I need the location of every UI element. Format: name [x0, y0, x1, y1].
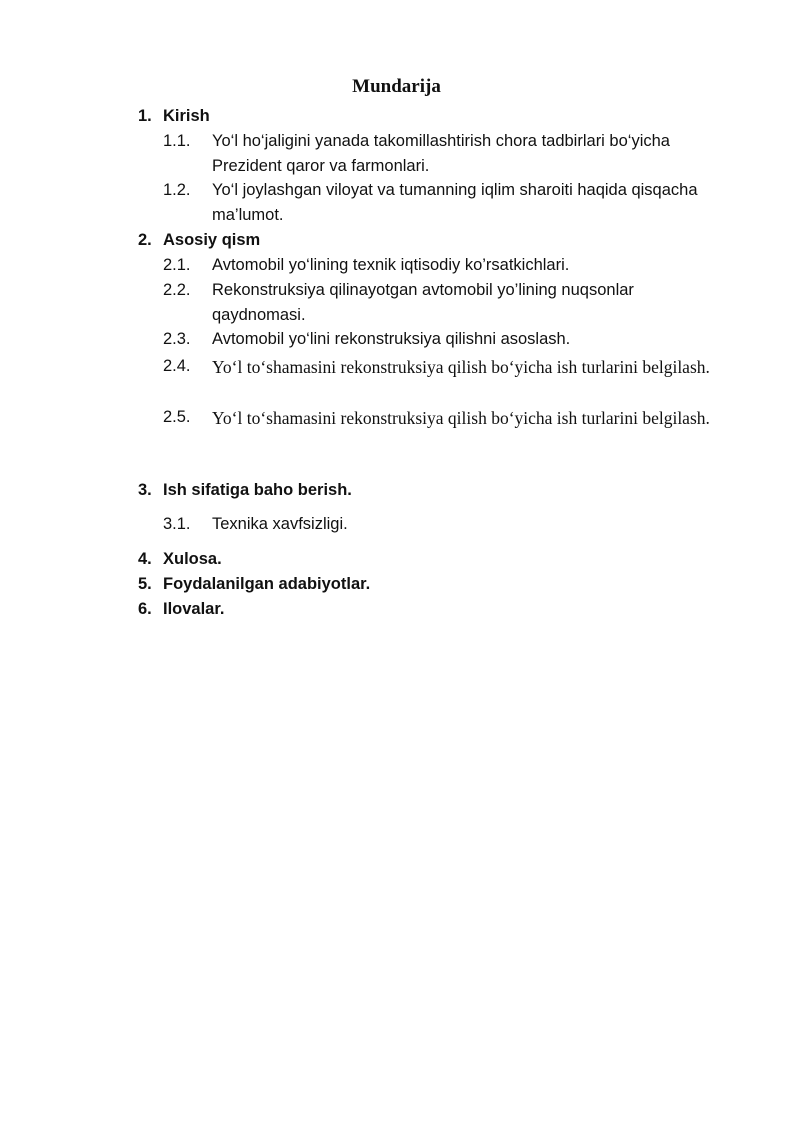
- toc-item-label: Yo‘l joylashgan viloyat va tumanning iqlim sharoiti haqida qisqacha ma’lumot.: [212, 181, 698, 224]
- toc-item-label: Rekonstruksiya qilinayotgan avtomobil yo’lining nuqsonlar qaydnomasi.: [212, 281, 634, 324]
- toc-section-number: 1.: [138, 107, 152, 125]
- toc-section-label: Xulosa.: [163, 550, 222, 568]
- page-title: Mundarija: [352, 76, 441, 97]
- toc-section-number: 4.: [138, 550, 152, 568]
- toc-section-label: Asosiy qism: [163, 231, 261, 249]
- toc-item-label: Avtomobil yo‘lining texnik iqtisodiy ko’rsatkichlari.: [212, 256, 570, 274]
- toc-item-number: 2.4.: [163, 357, 191, 375]
- toc-item-number: 2.5.: [163, 408, 191, 426]
- toc-section-label: Foydalanilgan adabiyotlar.: [163, 575, 371, 593]
- toc-section-number: 6.: [138, 600, 152, 618]
- toc-section-label: Kirish: [163, 107, 210, 125]
- toc-item-number: 1.2.: [163, 181, 191, 199]
- toc-item-number: 1.1.: [163, 132, 191, 150]
- toc-section-number: 3.: [138, 481, 152, 499]
- toc-item-label: Yo‘l ho‘jaligini yanada takomillashtirish chora tadbirlari bo‘yicha Prezident qaror va farmonlari.: [212, 132, 670, 175]
- toc-item-label: Yo‘l to‘shamasini rekonstruksiya qilish bo‘yicha ish turlarini belgilash.: [212, 357, 710, 377]
- toc-item-number: 3.1.: [163, 515, 191, 533]
- toc-item-number: 2.1.: [163, 256, 191, 274]
- toc-item-number: 2.3.: [163, 330, 191, 348]
- toc-item-label: Avtomobil yo‘lini rekonstruksiya qilishni asoslash.: [212, 330, 571, 348]
- toc-item-label: Texnika xavfsizligi.: [212, 515, 348, 533]
- toc-section-label: Ilovalar.: [163, 600, 225, 618]
- toc-item-number: 2.2.: [163, 281, 191, 299]
- toc-item-label: Yo‘l to‘shamasini rekonstruksiya qilish bo‘yicha ish turlarini belgilash.: [212, 408, 710, 428]
- toc-section-number: 5.: [138, 575, 152, 593]
- toc-section-label: Ish sifatiga baho berish.: [163, 481, 352, 499]
- toc-section-number: 2.: [138, 231, 152, 249]
